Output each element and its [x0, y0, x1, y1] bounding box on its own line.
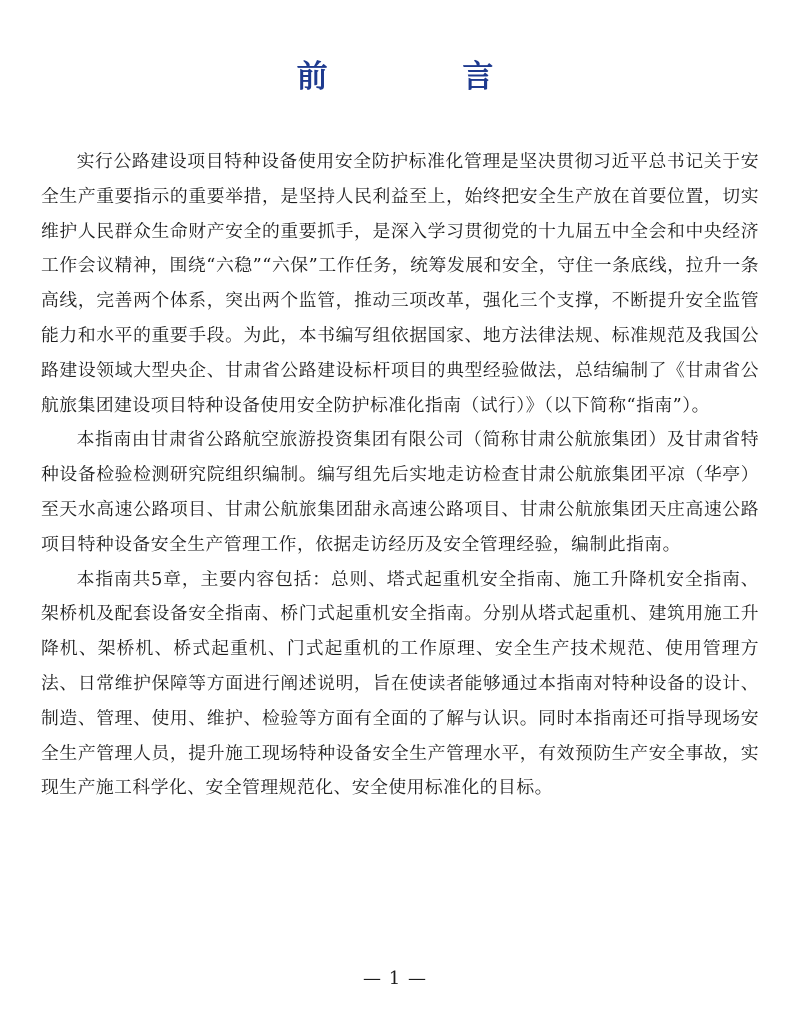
page-number: — 1 — — [363, 968, 427, 989]
body-text — [41, 145, 759, 806]
paragraph-1: 实行公路建设项目特种设备使用安全防护标准化管理是坚决贯彻习近平总书记关于安全生产重要指示的重要举措，是坚持人民利益至上，始终把安全生产放在首要位置，切实维护人民群众生命财产安全的重要抓手，是深入学习贯彻党的十九届五中全会和中央经济工作会议精神，围绕“六稳”“六保”工作任务，统筹发展和安全，守住一条底线，拉升一条高线，完善两个体系，突出两个监管，推动三项改革，强化三个支撑，不断提升安全监管能力和水平的重要手段。为此，本书编写组依据国家、地方法律法规、标准规范及我国公路建设领域大型央企、甘肃省公路建设标杆项目的典型经验做法，总结编制了《甘肃省公航旅集团建设项目特种设备使用安全防护标准化指南（试行）》（以下简称“指南”）。 — [41, 151, 759, 416]
page-title: 前 言 — [296, 59, 556, 95]
paragraph-2: 本指南由甘肃省公路航空旅游投资集团有限公司（简称甘肃公航旅集团）及甘肃省特种设备检验检测研究院组织编制。编写组先后实地走访检查甘肃公航旅集团平凉（华亭）至天水高速公路项目、甘肃公航旅集团甜永高速公路项目、甘肃公航旅集团天庄高速公路项目特种设备安全生产管理工作，依据走访经历及安全管理经验，编制此指南。 — [41, 429, 759, 555]
paragraph-3: 本指南共5章，主要内容包括：总则、塔式起重机安全指南、施工升降机安全指南、架桥机及配套设备安全指南、桥门式起重机安全指南。分别从塔式起重机、建筑用施工升降机、架桥机、桥式起重机、门式起重机的工作原理、安全生产技术规范、使用管理方法、日常维护保障等方面进行阐述说明，旨在使读者能够通过本指南对特种设备的设计、制造、管理、使用、维护、检验等方面有全面的了解与认识。同时本指南还可指导现场安全生产管理人员，提升施工现场特种设备安全生产管理水平，有效预防生产安全事故，实现生产施工科学化、安全管理规范化、安全使用标准化的目标。 — [41, 568, 759, 799]
